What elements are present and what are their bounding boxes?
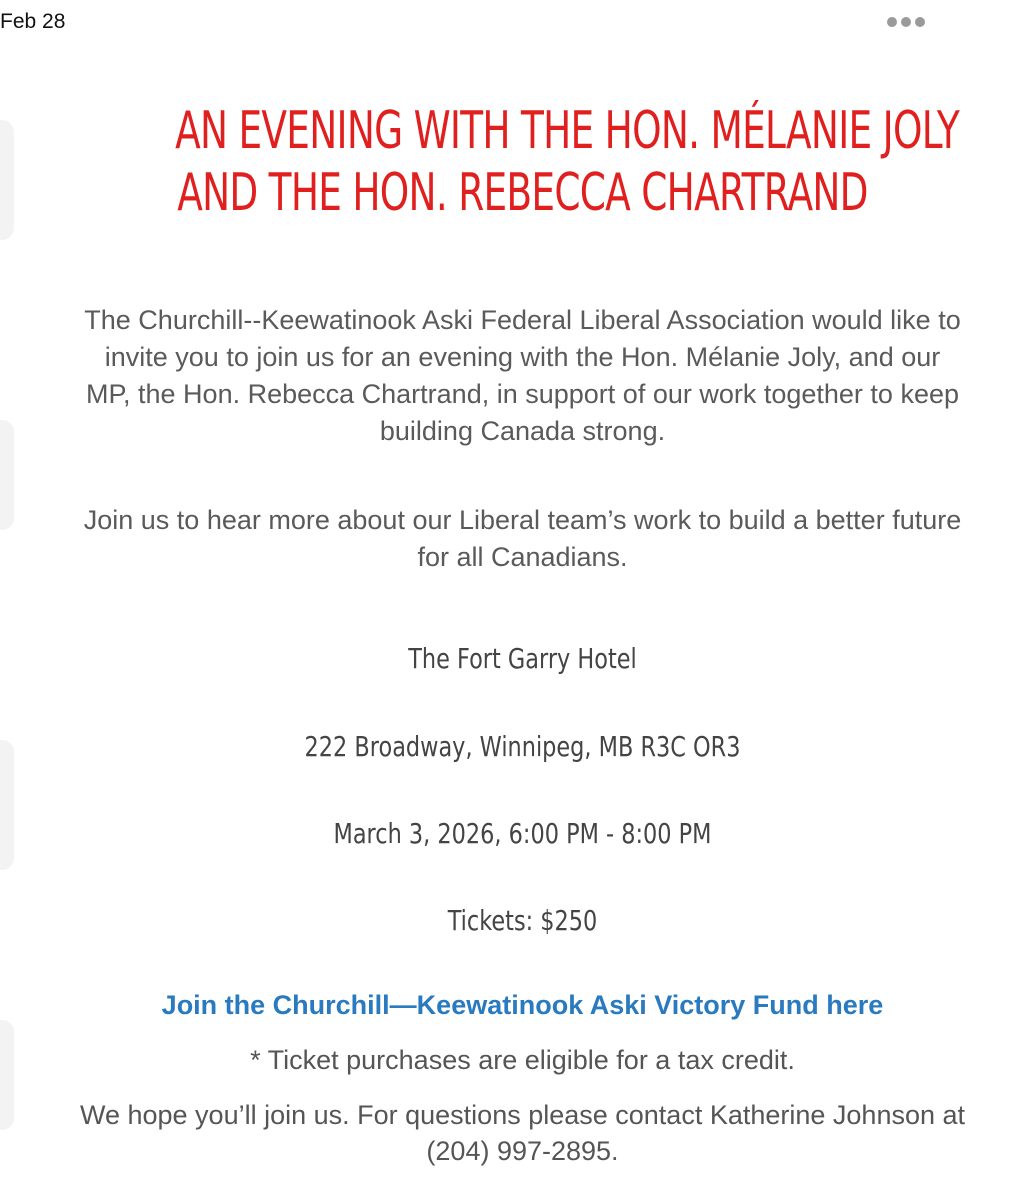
post-date: Feb 28 (0, 10, 66, 33)
event-address: 222 Broadway, Winnipeg, MB R3C OR3 (304, 730, 741, 763)
decorative-edge-shape (0, 420, 14, 530)
more-options-icon[interactable] (887, 17, 925, 27)
more-dot (887, 17, 897, 27)
top-bar (0, 0, 1035, 44)
more-dot (915, 17, 925, 27)
decorative-edge-shape (0, 120, 14, 240)
event-tickets: Tickets: $250 (447, 904, 598, 937)
invite-paragraph: Join us to hear more about our Liberal team’s work to build a better future for all Canadians. (83, 505, 962, 572)
event-title-line: AND THE HON. REBECCA CHARTRAND (177, 163, 868, 223)
more-dot (901, 17, 911, 27)
event-datetime: March 3, 2026, 6:00 PM - 8:00 PM (333, 817, 712, 850)
event-title (175, 100, 960, 224)
tax-credit-note: * Ticket purchases are eligible for a tax credit. (250, 1045, 795, 1075)
event-venue: The Fort Garry Hotel (408, 642, 637, 675)
event-title-line: AN EVENING WITH THE HON. MÉLANIE JOLY (175, 101, 960, 161)
victory-fund-link[interactable]: Join the Churchill—Keewatinook Aski Victory Fund here (161, 990, 884, 1020)
decorative-edge-shape (0, 1020, 14, 1130)
decorative-edge-shape (0, 740, 14, 870)
closing-contact: We hope you’ll join us. For questions please contact Katherine Johnson at (204) 997-2895. (79, 1100, 966, 1166)
intro-paragraph: The Churchill--Keewatinook Aski Federal Liberal Association would like to invite you to join us for an evening with the Hon. Mélanie Joly, and our MP, the Hon. Rebecca Chartrand, in support of our work together to keep building Canada strong. (84, 305, 961, 446)
